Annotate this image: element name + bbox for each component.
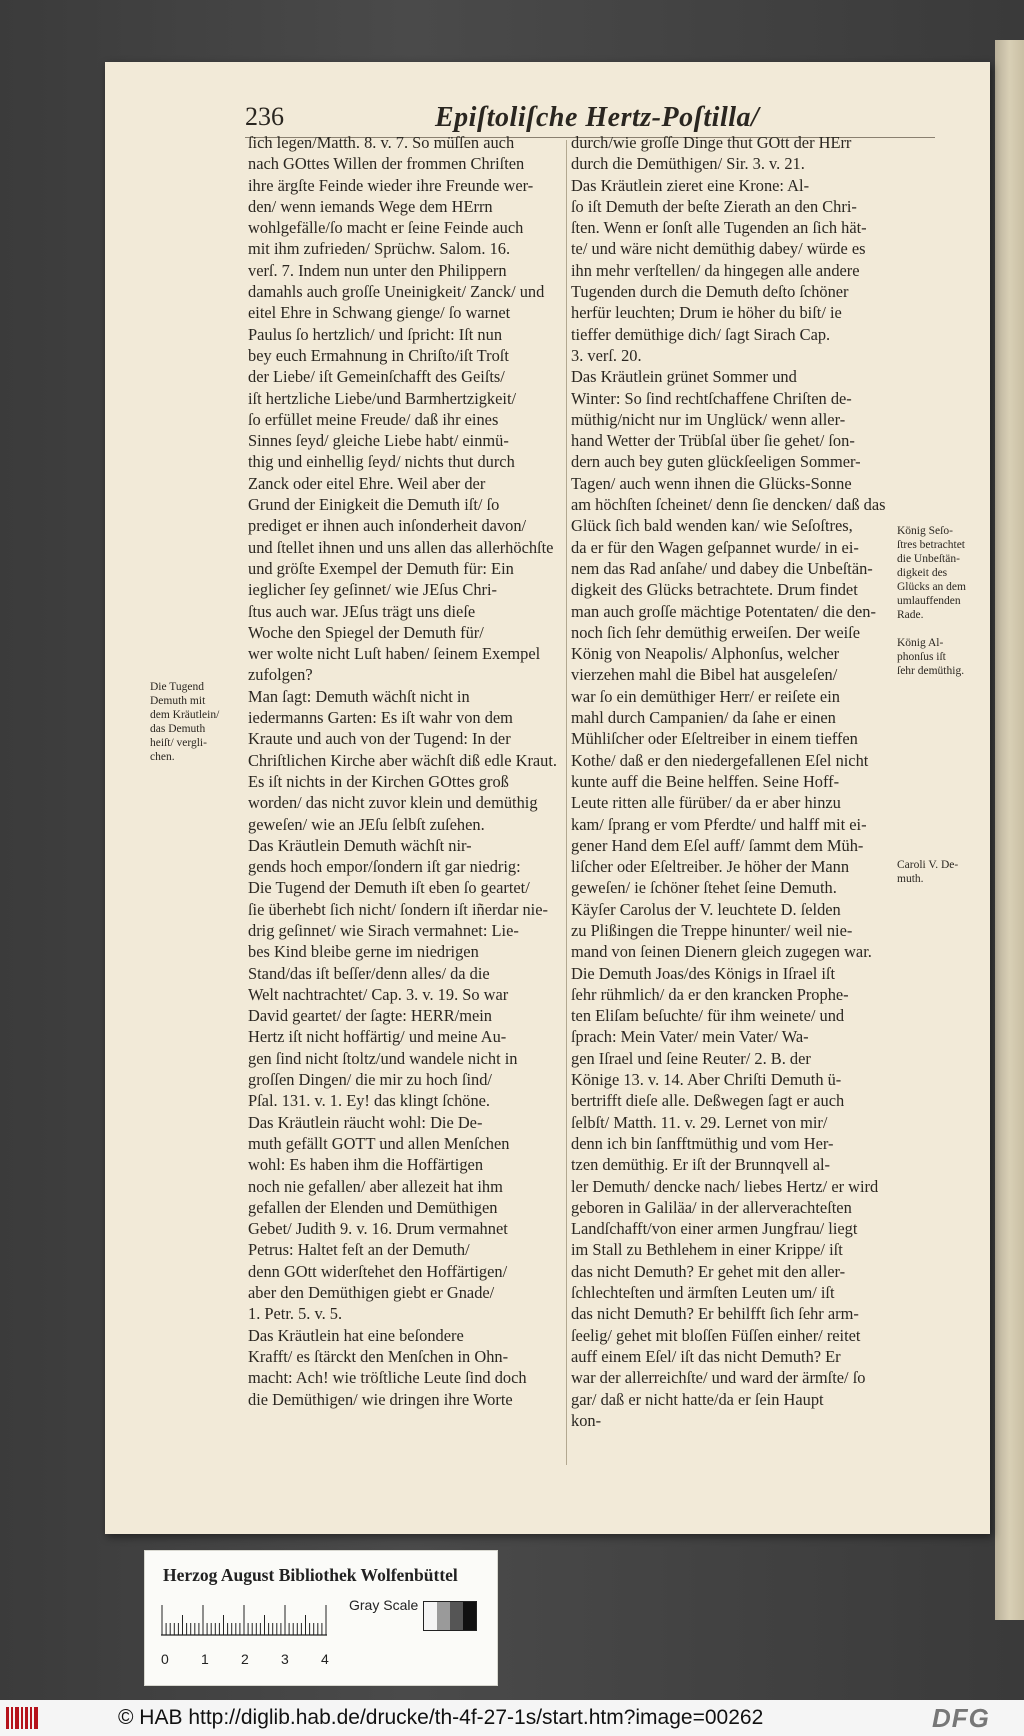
- text-line: im Stall zu Bethlehem in einer Krippe/ iſt: [571, 1240, 843, 1260]
- text-line: Man ſagt: Demuth wächſt nicht in: [248, 686, 470, 706]
- text-line: Mühliſcher oder Eſeltreiber in einem tieffen: [571, 729, 858, 749]
- gray-patch: [450, 1602, 463, 1630]
- text-line: gener Hand dem Eſel auff/ ſammt dem Müh-: [571, 835, 864, 855]
- text-line: kunte auff die Beine helffen. Seine Hoff-: [571, 771, 840, 791]
- text-line: Das Kräutlein hat eine beſondere: [248, 1325, 464, 1345]
- text-line: Winter: So ſind rechtſchaffene Chriſten de-: [571, 388, 852, 408]
- text-line: war der allerreichſte/ und ward der ärmſte/ ſo: [571, 1368, 866, 1388]
- text-line: iſt hertzliche Liebe/und Barmhertzigkeit/: [248, 388, 517, 408]
- text-line: Zanck oder eitel Ehre. Weil aber der: [248, 473, 486, 493]
- text-line: Leute ritten alle fürüber/ da er aber hinzu: [571, 793, 841, 813]
- scale-ruler: [161, 1601, 329, 1639]
- text-line: Kraute und auch von der Tugend: In der: [248, 729, 511, 749]
- text-line: Das Kräutlein zieret eine Krone: Al-: [571, 175, 810, 195]
- text-line: denn GOtt widerſtehet den Hoffärtigen/: [248, 1261, 508, 1281]
- scale-number: 1: [201, 1651, 209, 1667]
- text-line: ſehr demüthig.: [897, 665, 965, 677]
- library-color-target-label: [144, 1550, 498, 1686]
- text-line: Tugenden durch die Demuth deſto ſchöner: [571, 282, 849, 302]
- text-line: durch/wie groſſe Dinge thut GOtt der HErr: [571, 133, 852, 152]
- text-line: eitel Ehre in Schwang gienge/ ſo warnet: [248, 303, 511, 323]
- text-line: Tagen/ auch wenn ihnen die Glücks-Sonne: [571, 473, 852, 493]
- text-line: ihre ärgſte Feinde wieder ihre Freunde wer-: [248, 175, 534, 195]
- marginal-note-sesostres: [897, 524, 989, 622]
- scale-number: 2: [241, 1651, 249, 1667]
- marginal-note-alphonsus: [897, 636, 989, 678]
- page-header: [245, 102, 935, 132]
- text-line: Grund der Einigkeit die Demuth iſt/ ſo: [248, 495, 500, 515]
- scale-number: 3: [281, 1651, 289, 1667]
- text-line: geboren in Galiläa/ in der allerverachteſten: [571, 1197, 852, 1217]
- text-line: auff einem Eſel/ iſt das nicht Demuth? Er: [571, 1346, 841, 1366]
- text-line: ſo erfüllet meine Freude/ daß ihr eines: [248, 409, 499, 429]
- text-line: muth.: [897, 873, 924, 885]
- text-line: muth gefällt GOTT und allen Menſchen: [248, 1133, 510, 1153]
- gray-patch: [463, 1602, 476, 1630]
- text-line: mand von ſeinen Dienern gleich zugegen war.: [571, 942, 872, 962]
- text-line: wohl: Es haben ihm die Hoffärtigen: [248, 1155, 484, 1175]
- text-line: Glück ſich bald wenden kan/ wie Seſoſtres,: [571, 516, 853, 536]
- text-line: das nicht Demuth? Er behilfft ſich ſehr arm-: [571, 1304, 859, 1324]
- text-line: prediget er ihnen auch inſonderheit davon/: [248, 516, 527, 536]
- text-line: bey euch Ermahnung in Chriſto/iſt Troſt: [248, 345, 509, 365]
- text-line: ten Eliſam beſuchte/ für ihm weinete/ und: [571, 1006, 845, 1026]
- text-line: Pſal. 131. v. 1. Ey! das klingt ſchöne.: [248, 1091, 491, 1111]
- text-line: das Demuth: [150, 723, 206, 735]
- text-line: noch ſich ſehr demüthig erweiſen. Der weiſe: [571, 622, 861, 642]
- text-line: thig und einhellig ſeyd/ nichts thut durch: [248, 452, 515, 472]
- text-line: ſeelig/ gehet mit bloſſen Füſſen einher/ reitet: [571, 1325, 861, 1345]
- text-line: geweſen/ ie ſchöner ſtehet ſeine Demuth.: [571, 878, 837, 898]
- text-line: Kothe/ daß er den niedergefallenen Eſel nicht: [571, 750, 869, 770]
- text-line: ſprach: Mein Vater/ mein Vater/ Wa-: [571, 1027, 809, 1047]
- column-divider: [566, 140, 567, 1465]
- text-line: macht: Ach! wie tröſtliche Leute ſind doch: [248, 1368, 527, 1388]
- text-line: zu Plißingen die Treppe hinunter/ weil nie-: [571, 920, 853, 940]
- text-line: umlauffenden: [897, 595, 961, 607]
- text-line: kon-: [571, 1410, 602, 1430]
- running-title: Epiſtoliſche Hertz-Poſtilla/: [435, 102, 760, 133]
- scale-number: 4: [321, 1651, 329, 1667]
- text-line: König von Neapolis/ Alphonſus, welcher: [571, 644, 840, 664]
- text-line: denn ich bin ſanfftmüthig und vom Her-: [571, 1133, 834, 1153]
- text-line: gefallen der Elenden und Demüthigen: [248, 1197, 498, 1217]
- text-line: gen Iſrael und ſeine Reuter/ 2. B. der: [571, 1048, 811, 1068]
- text-line: das nicht Demuth? Er gehet mit den aller-: [571, 1261, 846, 1281]
- text-line: Das Kräutlein räucht wohl: Die De-: [248, 1112, 483, 1132]
- scale-number: 0: [161, 1651, 169, 1667]
- text-line: tieffer demüthige dich/ ſagt Sirach Cap.: [571, 324, 831, 344]
- text-line: Rade.: [897, 609, 924, 621]
- hab-barcode-logo-icon: [4, 1704, 44, 1732]
- text-line: te/ und wäre nicht demüthig dabey/ würde es: [571, 239, 866, 259]
- text-line: Das Kräutlein grünet Sommer und: [571, 367, 797, 387]
- text-line: König Seſo-: [897, 525, 953, 537]
- text-line: chen.: [150, 751, 175, 763]
- text-line: ſtus auch war. JEſus trägt uns dieſe: [248, 601, 476, 621]
- text-line: heiſt/ vergli-: [150, 737, 207, 749]
- text-line: Welt nachtrachtet/ Cap. 3. v. 19. So war: [248, 984, 509, 1004]
- gray-patch: [437, 1602, 450, 1630]
- text-line: kam/ ſprang er vom Pferdte/ und halff mit ei-: [571, 814, 867, 834]
- text-line: Stand/das iſt beſſer/denn alles/ da die: [248, 963, 490, 983]
- text-line: zufolgen?: [248, 665, 313, 685]
- text-line: digkeit des: [897, 567, 948, 579]
- text-line: Demuth mit: [150, 695, 206, 707]
- text-line: wohlgefälle/ſo macht er ſeine Feinde auch: [248, 218, 524, 238]
- text-line: Gebet/ Judith 9. v. 16. Drum vermahnet: [248, 1219, 508, 1239]
- text-line: Sinnes ſeyd/ gleiche Liebe habt/ einmü-: [248, 431, 509, 451]
- text-line: drig geſinnet/ wie Sirach vermahnet: Lie-: [248, 920, 519, 940]
- text-line: Käyſer Carolus der V. leuchtete D. ſelden: [571, 899, 841, 919]
- text-line: ſo iſt Demuth der beſte Zierath an den Chri-: [571, 196, 857, 216]
- text-line: Die Tugend der Demuth iſt eben ſo geartet/: [248, 878, 530, 898]
- text-line: ſich legen/Matth. 8. v. 7. So müſſen auch: [248, 133, 515, 152]
- text-line: dem Kräutlein/: [150, 709, 220, 721]
- text-line: die Unbeſtän-: [897, 553, 960, 565]
- text-line: David geartet/ der ſagte: HERR/mein: [248, 1006, 492, 1026]
- text-line: geweſen/ wie an JEſu ſelbſt zuſehen.: [248, 814, 485, 834]
- text-line: liſcher oder Eſeltreiber. Je höher der Mann: [571, 857, 850, 877]
- text-line: Hertz iſt nicht hoffärtig/ und meine Au-: [248, 1027, 507, 1047]
- text-line: groſſen Dingen/ die mir zu hoch ſind/: [248, 1070, 492, 1090]
- page-number: 236: [245, 102, 284, 131]
- text-line: Chriſtlichen Kirche aber wächſt diß edle Kraut.: [248, 750, 558, 770]
- text-line: wer wolte nicht Luſt haben/ ſeinem Exempel: [248, 644, 541, 664]
- text-line: digkeit des Glücks betrachtete. Drum findet: [571, 580, 858, 600]
- dfg-logo: DFG: [932, 1703, 990, 1733]
- text-line: 1. Petr. 5. v. 5.: [248, 1304, 343, 1324]
- text-line: ſchlechteſten und ärmſten Leuten um/ iſt: [571, 1283, 835, 1303]
- text-line: ſie überhebt ſich nicht/ ſondern iſt iñerdar nie-: [248, 899, 548, 919]
- text-column-right: [571, 132, 889, 1431]
- text-line: Petrus: Haltet feſt an der Demuth/: [248, 1240, 470, 1260]
- adjacent-page-edge: [995, 40, 1024, 1620]
- text-line: damahls auch groſſe Uneinigkeit/ Zanck/ und: [248, 282, 545, 302]
- text-line: man auch groſſe mächtige Potentaten/ die den-: [571, 601, 876, 621]
- library-name: Herzog August Bibliothek Wolfenbüttel: [163, 1565, 458, 1585]
- text-line: dern auch bey guten glückſeeligen Sommer-: [571, 452, 861, 472]
- text-line: bertrifft dieſe alle. Deßwegen ſagt er auch: [571, 1091, 845, 1111]
- text-line: 3. verſ. 20.: [571, 345, 642, 365]
- text-line: der Liebe/ iſt Gemeinſchafft des Geiſts/: [248, 367, 505, 387]
- text-line: den/ wenn iemands Wege dem HErrn: [248, 196, 493, 216]
- text-line: Die Demuth Joas/des Königs in Iſrael iſt: [571, 963, 836, 983]
- text-line: ieglicher ſey geſinnet/ wie JEſus Chri-: [248, 580, 497, 600]
- text-line: gar/ daß er nicht hatte/da er ſein Haupt: [571, 1389, 824, 1409]
- text-line: Das Kräutlein Demuth wächſt nir-: [248, 835, 472, 855]
- text-line: und ſtellet ihnen und uns allen das allerhöchſte: [248, 537, 554, 557]
- text-line: ſehr rühmlich/ da er den krancken Prophe-: [571, 984, 849, 1004]
- text-line: herfür leuchten; Drum ie höher du biſt/ ie: [571, 303, 842, 323]
- text-line: Krafft/ es ſtärckt den Menſchen in Ohn-: [248, 1346, 509, 1366]
- credit-footer: [0, 1700, 1024, 1736]
- text-line: Die Tugend: [150, 681, 204, 693]
- text-line: gends hoch empor/ſondern iſt gar niedrig:: [248, 857, 521, 877]
- text-column-left: [248, 132, 566, 1410]
- text-line: nem das Rad anſahe/ und dabey die Unbeſtän-: [571, 558, 873, 578]
- text-line: König Al-: [897, 637, 944, 649]
- text-line: Paulus ſo hertzlich/ und ſpricht: Iſt nun: [248, 324, 503, 344]
- marginal-note-carolus: [897, 858, 989, 886]
- text-line: war ſo ein demüthiger Herr/ er reiſete ein: [571, 686, 840, 706]
- gray-scale-label: Gray Scale: [349, 1597, 419, 1613]
- text-line: Glücks an dem: [897, 581, 966, 593]
- text-line: iedermanns Garten: Es iſt wahr von dem: [248, 708, 513, 728]
- text-line: ſten. Wenn er ſonſt alle Tugenden an ſich hät-: [571, 218, 867, 238]
- text-line: phonſus iſt: [897, 651, 946, 663]
- copyright-credit: © HAB http://diglib.hab.de/drucke/th-4f-27-1s/start.htm?image=00262: [118, 1706, 764, 1729]
- text-line: aber den Demüthigen giebt er Gnade/: [248, 1283, 495, 1303]
- text-line: gen ſind nicht ſtoltz/und wandele nicht in: [248, 1048, 518, 1068]
- text-line: ſtres betrachtet: [897, 539, 966, 551]
- text-line: ſelbſt/ Matth. 11. v. 29. Lernet von mir/: [571, 1112, 828, 1132]
- text-line: worden/ das nicht zuvor klein und demüthig: [248, 793, 538, 813]
- text-line: da er für den Wagen geſpannet wurde/ in ei-: [571, 537, 859, 557]
- text-line: verſ. 7. Indem nun unter den Philippern: [248, 260, 507, 280]
- gray-scale-patches: [423, 1601, 477, 1631]
- text-line: noch nie gefallen/ aber allezeit hat ihm: [248, 1176, 503, 1196]
- text-line: müthig/nicht nur im Unglück/ wenn aller-: [571, 409, 846, 429]
- text-line: Woche den Spiegel der Demuth für/: [248, 622, 484, 642]
- text-line: ler Demuth/ dencke nach/ liebes Hertz/ er wird: [571, 1176, 879, 1196]
- text-line: mit ihm zufrieden/ Sprüchw. Salom. 16.: [248, 239, 511, 259]
- marginal-note-left: [150, 680, 242, 764]
- text-line: bes Kind bleibe gerne im niedrigen: [248, 942, 479, 962]
- text-line: mahl durch Campanien/ da ſahe er einen: [571, 708, 836, 728]
- text-line: Landſchafft/von einer armen Jungfrau/ liegt: [571, 1219, 858, 1239]
- book-page: [105, 62, 990, 1534]
- text-line: die Demüthigen/ wie dringen ihre Worte: [248, 1389, 513, 1409]
- gray-patch: [424, 1602, 437, 1630]
- text-line: hand Wetter der Trübſal über ſie gehet/ ſon-: [571, 431, 855, 451]
- text-line: tzen demüthig. Er iſt der Brunnqvell al-: [571, 1155, 830, 1175]
- text-line: ihn mehr verſtellen/ da hingegen alle andere: [571, 260, 860, 280]
- text-line: Caroli V. De-: [897, 859, 959, 871]
- text-line: Es iſt nichts in der Kirchen GOttes groß: [248, 771, 509, 791]
- text-line: vierzehen mahl die Bibel hat ausgeleſen/: [571, 665, 838, 685]
- text-line: nach GOttes Willen der frommen Chriſten: [248, 154, 525, 174]
- text-line: durch die Demüthigen/ Sir. 3. v. 21.: [571, 154, 805, 174]
- text-line: und gröſte Exempel der Demuth für: Ein: [248, 558, 514, 578]
- text-line: am höchſten ſcheinet/ denn ſie dencken/ daß das: [571, 495, 886, 515]
- text-line: Könige 13. v. 14. Aber Chriſti Demuth ü-: [571, 1070, 842, 1090]
